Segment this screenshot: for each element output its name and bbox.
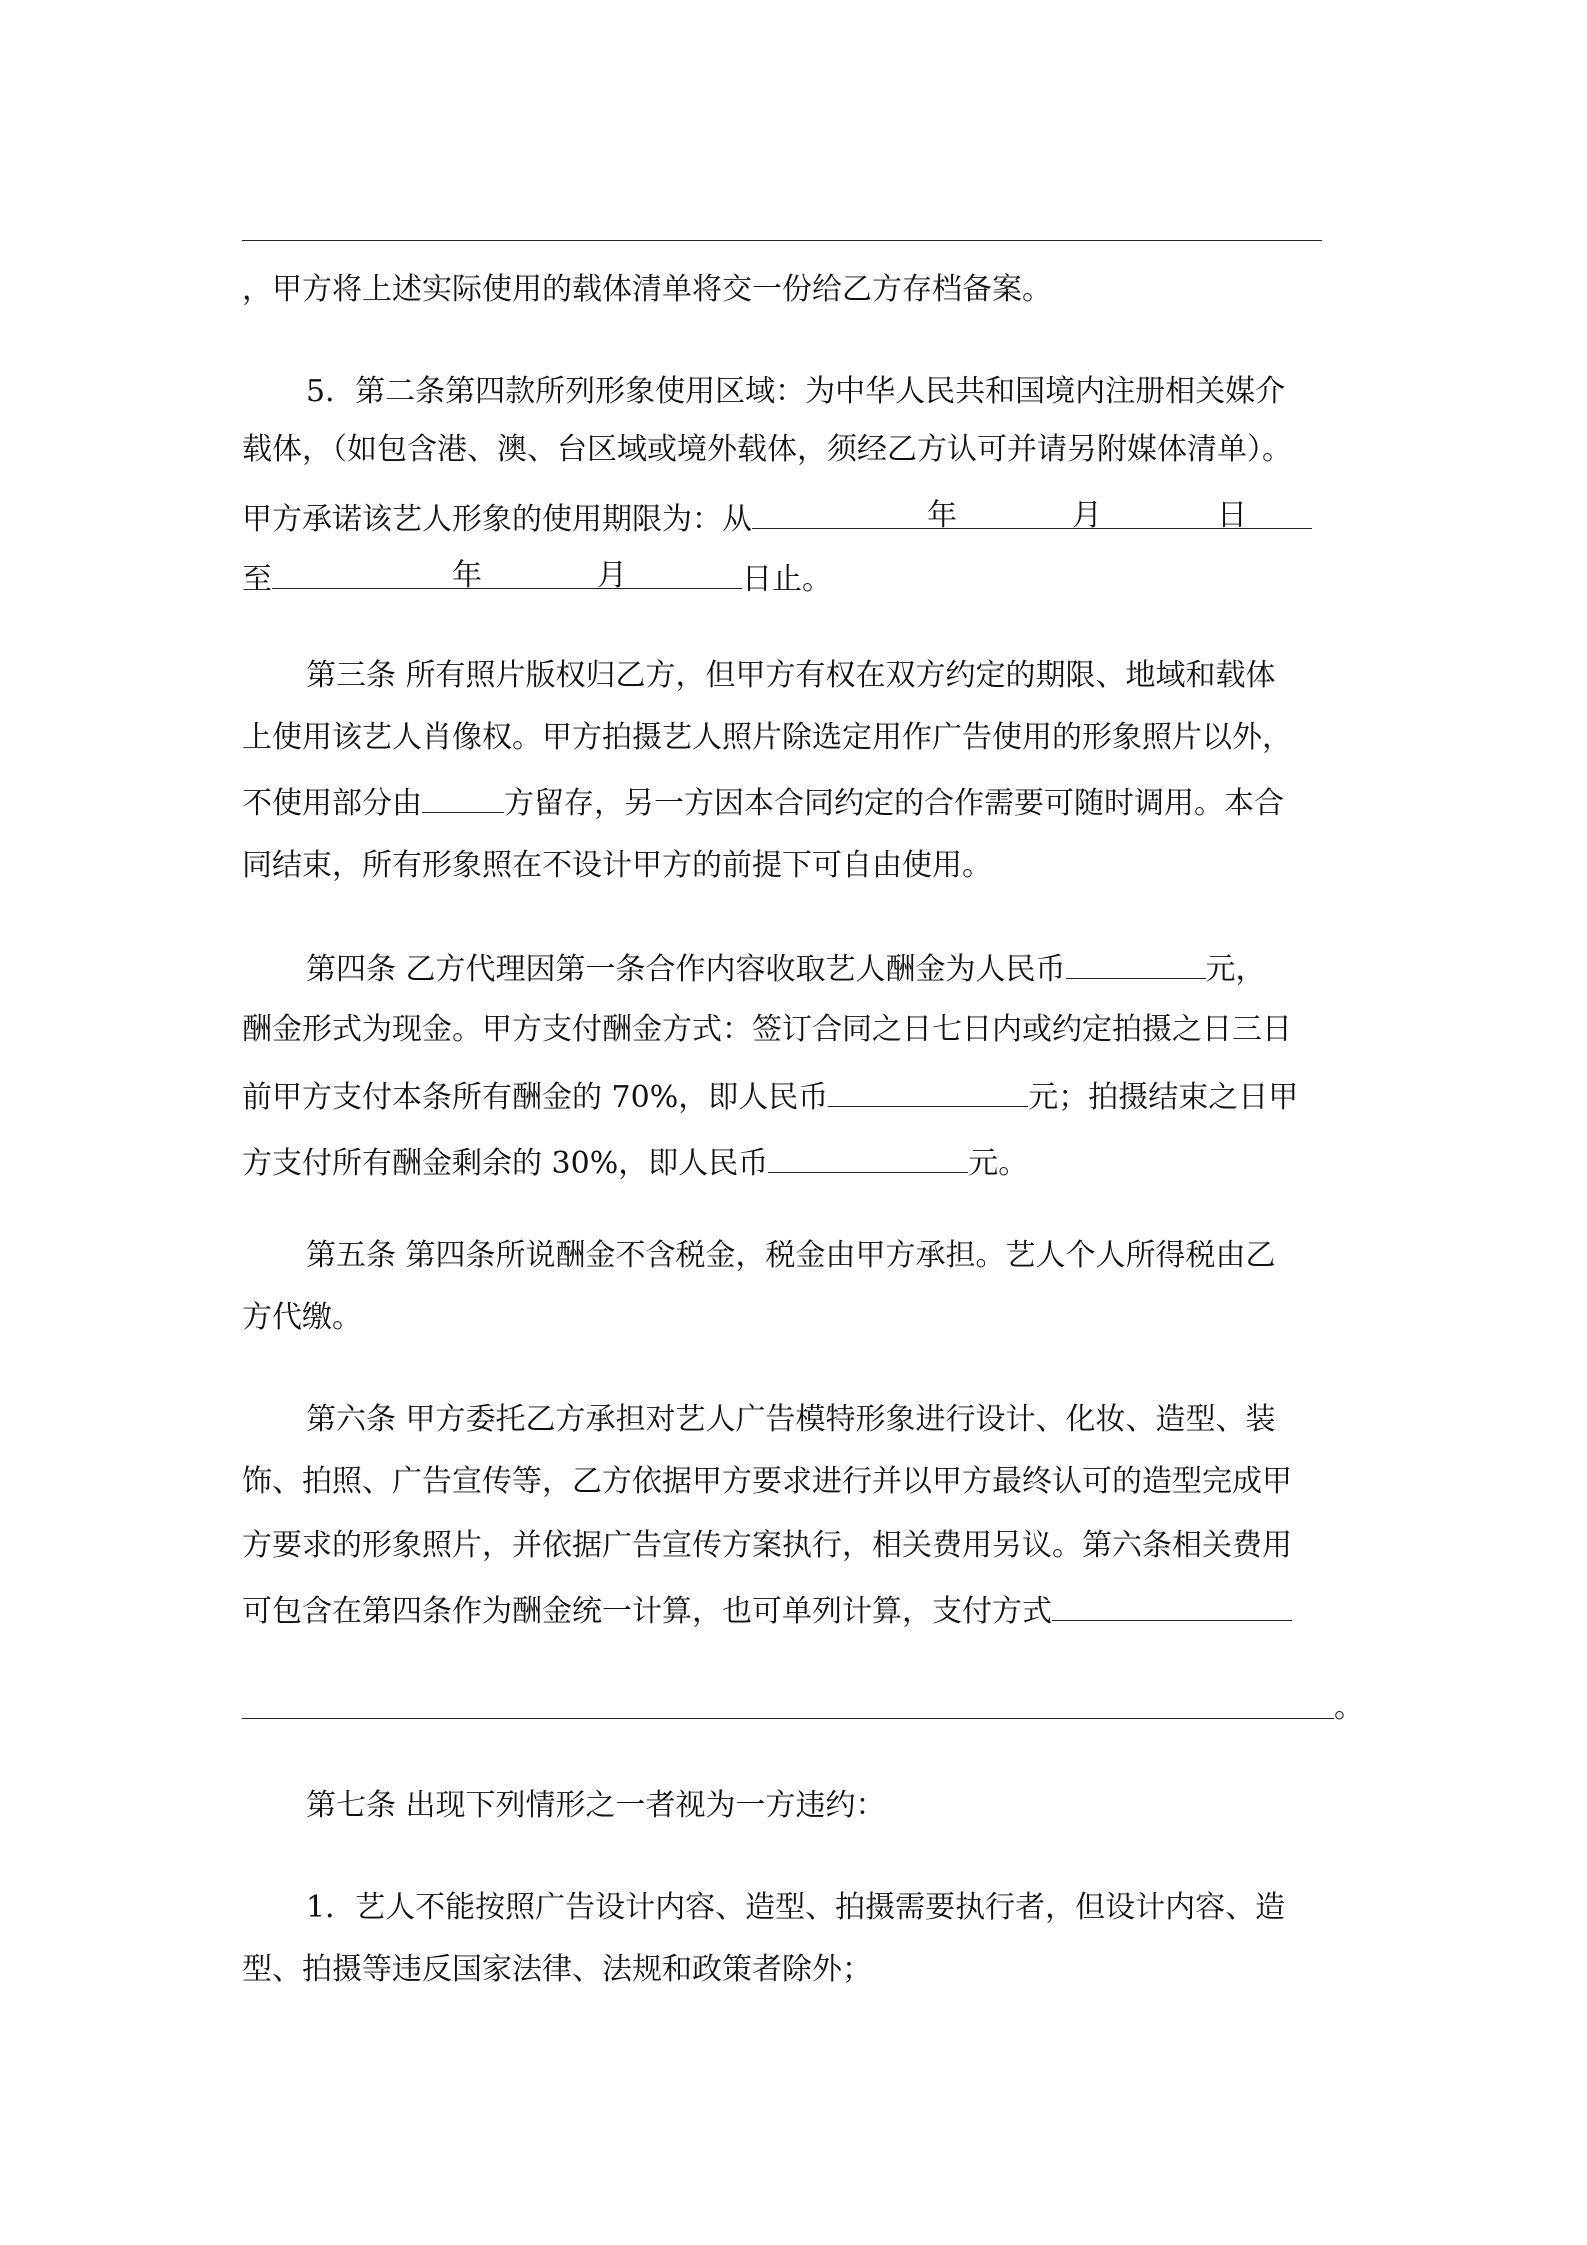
fill-in-blank[interactable] <box>1066 946 1206 979</box>
day-label: 日 <box>1217 498 1247 533</box>
line-text: 方要求的形象照片，并依据广告宣传方案执行，相关费用另议。第六条相关费用 <box>242 1528 1292 1563</box>
fill-in-blank[interactable] <box>422 780 504 813</box>
line-text: 上使用该艺人肖像权。甲方拍摄艺人照片除选定用作广告使用的形象照片以外， <box>242 720 1292 755</box>
text-line <box>306 656 1276 696</box>
text-line <box>242 1526 1292 1566</box>
fill-in-blank[interactable] <box>1052 1588 1292 1621</box>
line-text: 不使用部分由 <box>242 786 422 821</box>
text-line <box>242 1462 1292 1502</box>
text-line <box>242 1140 1028 1184</box>
line-text: 第五条 第四条所说酬金不含税金，税金由甲方承担。艺人个人所得税由乙 <box>306 1238 1276 1273</box>
line-text: ，甲方将上述实际使用的载体清单将交一份给乙方存档备案。 <box>242 272 1052 307</box>
line-text: 前甲方支付本条所有酬金的 70%，即人民币 <box>242 1080 829 1115</box>
text-line <box>306 1888 1285 1928</box>
year-label: 年 <box>452 558 482 593</box>
text-line <box>242 1950 872 1990</box>
line-text: 甲方承诺该艺人形象的使用期限为：从 <box>242 502 752 537</box>
line-text: 元， <box>1205 952 1266 987</box>
text-line <box>1334 1688 1364 1728</box>
text-line <box>242 1588 1292 1632</box>
text-line <box>242 780 1284 824</box>
text-line <box>242 718 1292 758</box>
month-label: 月 <box>1072 498 1102 533</box>
line-text: 酬金形式为现金。甲方支付酬金方式：签订合同之日七日内或约定拍摄之日三日 <box>242 1012 1292 1047</box>
line-text: 第三条 所有照片版权归乙方，但甲方有权在双方约定的期限、地域和载体 <box>306 658 1276 693</box>
text-line <box>306 1236 1276 1276</box>
text-line <box>242 556 832 600</box>
fill-in-blank[interactable] <box>752 496 1312 533</box>
fill-in-blank[interactable] <box>768 1140 968 1173</box>
line-text: 。 <box>1334 1690 1364 1725</box>
text-line <box>242 1074 1298 1118</box>
top-rule <box>242 240 1322 241</box>
line-text: 第六条 甲方委托乙方承担对艺人广告模特形象进行设计、化妆、造型、装 <box>306 1402 1276 1437</box>
text-line <box>306 1400 1276 1440</box>
line-text: 载体，（如包含港、澳、台区域或境外载体，须经乙方认可并请另附媒体清单）。 <box>242 432 1292 467</box>
text-line <box>242 496 1312 540</box>
text-line <box>306 372 1285 412</box>
line-text: 饰、拍照、广告宣传等，乙方依据甲方要求进行并以甲方最终认可的造型完成甲 <box>242 1464 1292 1499</box>
line-text: 第四条 乙方代理因第一条合作内容收取艺人酬金为人民币 <box>306 952 1066 987</box>
line-text: 方支付所有酬金剩余的 30%，即人民币 <box>242 1146 769 1181</box>
line-text: 同结束，所有形象照在不设计甲方的前提下可自由使用。 <box>242 848 992 883</box>
month-label: 月 <box>597 558 627 593</box>
text-line <box>306 1786 886 1826</box>
line-text: 型、拍摄等违反国家法律、法规和政策者除外； <box>242 1952 872 1987</box>
fill-in-blank[interactable] <box>242 1718 1334 1719</box>
line-text: 方代缴。 <box>242 1300 362 1335</box>
text-line <box>242 1298 362 1338</box>
line-text: 元；拍摄结束之日甲 <box>1028 1080 1299 1115</box>
line-text: 1．艺人不能按照广告设计内容、造型、拍摄需要执行者，但设计内容、造 <box>306 1890 1286 1925</box>
line-text: 5．第二条第四款所列形象使用区域：为中华人民共和国境内注册相关媒介 <box>306 374 1286 409</box>
line-text: 至 <box>242 562 272 597</box>
text-line <box>242 846 992 886</box>
text-line <box>242 430 1292 470</box>
text-line <box>306 946 1266 990</box>
fill-in-blank[interactable] <box>828 1074 1028 1107</box>
year-label: 年 <box>927 498 957 533</box>
line-text: 日止。 <box>742 562 832 597</box>
text-line <box>242 1010 1292 1050</box>
fill-in-blank[interactable] <box>272 556 742 593</box>
line-text: 方留存，另一方因本合同约定的合作需要可随时调用。本合 <box>504 786 1284 821</box>
text-line <box>242 270 1052 310</box>
line-text: 可包含在第四条作为酬金统一计算，也可单列计算，支付方式 <box>242 1594 1052 1629</box>
line-text: 元。 <box>968 1146 1029 1181</box>
line-text: 第七条 出现下列情形之一者视为一方违约： <box>306 1788 886 1823</box>
